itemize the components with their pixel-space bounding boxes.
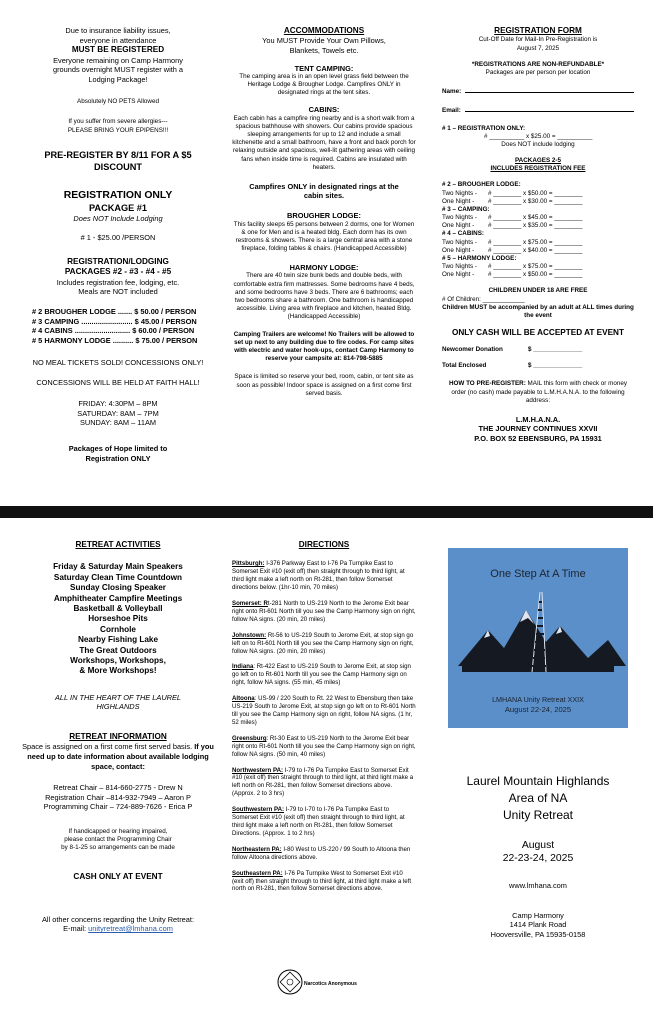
packages-sub: INCLUDES REGISTRATION FEE xyxy=(490,165,586,173)
newcomer-label: Newcomer Donation xyxy=(442,346,503,354)
activity-item: Friday & Saturday Main Speakers xyxy=(53,562,183,572)
must-register: MUST BE REGISTERED xyxy=(71,45,165,55)
activity-item: Sunday Closing Speaker xyxy=(69,583,166,593)
direction-text: I-376 Parkway East to I-76 Pa Turnpike East to Somerset Exit #10 (exit off) then straight through to third light, at third light make a left north on Rt-281, then follow Somerset directions below. (1hr-10 min, 70 miles) xyxy=(232,560,405,592)
email-line[interactable] xyxy=(465,104,634,112)
tent-text: The camping area is in an open level grass field between the Heritage Lodge & Brougher Lodge. Campfires ONLY in designated rings at the tent sites. xyxy=(239,73,409,97)
package-price-row[interactable] xyxy=(442,190,634,198)
intro-line: everyone in attendance xyxy=(79,35,157,45)
provide-line: Blankets, Towels etc. xyxy=(289,46,359,55)
direction-origin: Pittsburgh: xyxy=(232,560,265,568)
price-calc[interactable]: # ________ x $35.00 = ________ xyxy=(488,222,583,230)
accommodations-title: ACCOMMODATIONS xyxy=(283,26,365,35)
price-calc[interactable]: # ________ x $75.00 = ________ xyxy=(488,238,583,246)
direction-text: : US-99 / 220 South to Rt. 22 West to Ebensburg then take US-219 South to Jerome Exit, at stop sign go left on to Rt-601 North till you see the Camp Harmony sign on right, follow NA signs. (1 hr, 52 miles) xyxy=(232,695,416,726)
cutoff-line: August 7, 2025 xyxy=(516,44,560,52)
nights-label: Two Nights - xyxy=(442,214,477,222)
num-children[interactable]: # Of Children: ____________ xyxy=(442,295,525,303)
total-amount[interactable]: $ ______________ xyxy=(528,362,583,370)
direction-text: I-79 to I-70 to I-76 Pa Turnpike East to Somerset Exit #10 (exit off) then straight through to third light, at third light make a left north on Rt-281, then follow Somerset Directions. (Approx. 1 to 2 hrs) xyxy=(232,806,405,837)
hours-line: SATURDAY: 8AM – 7PM xyxy=(77,408,159,418)
direction-origin: Johnstown: xyxy=(232,631,267,639)
no-pets: Absolutely NO PETS Allowed xyxy=(77,98,159,106)
org-name-line: Laurel Mountain Highlands xyxy=(466,774,610,788)
newcomer-row[interactable] xyxy=(442,346,634,354)
nights-label: Two Nights - xyxy=(442,263,477,271)
direction-item xyxy=(232,846,416,862)
lodge-price-item: # 5 HARMONY LODGE .......... $ 75.00 / PERSON xyxy=(32,336,198,346)
packages-2-5: PACKAGES #2 - #3 - #4 - #5 xyxy=(64,267,172,277)
event-dates: 22-23-24, 2025 xyxy=(502,853,574,864)
website[interactable]: www.lmhana.com xyxy=(509,881,567,890)
cover-subtitle: LMHANA Unity Retreat XXIX xyxy=(492,695,584,704)
meals: Meals are NOT included xyxy=(78,287,158,297)
hope-line: Packages of Hope limited to xyxy=(68,444,168,453)
page-divider xyxy=(0,506,653,518)
package-price-row[interactable] xyxy=(442,263,634,271)
activity-item: Horseshoe Pits xyxy=(88,614,148,624)
intro-line: Due to insurance liability issues, xyxy=(65,26,171,35)
na-logo-icon xyxy=(276,968,364,996)
name-line[interactable] xyxy=(465,85,634,93)
package-group-title: # 5 – HARMONY LODGE: xyxy=(442,254,517,262)
address-line: P.O. BOX 52 EBENSBURG, PA 15931 xyxy=(474,433,602,443)
email-link[interactable]: unityretreat@lmhana.com xyxy=(88,924,173,934)
cash-only-event: CASH ONLY AT EVENT xyxy=(73,872,163,882)
direction-origin: Altoona xyxy=(232,695,255,703)
package-group-title: # 2 – BROUGHER LODGE: xyxy=(442,181,521,189)
direction-text: Rt-56 to US-219 South to Jerome Exit, at stop sign go left on to Rt-601 North till you see the Camp Harmony sign on right, follow NA signs. (20 min, 20 miles) xyxy=(232,631,414,655)
panel-registration-form xyxy=(442,26,634,534)
provide-line: You MUST Provide Your Own Pillows, xyxy=(262,36,386,46)
info-a: Space is assigned on a first come first served basis. xyxy=(22,742,193,752)
cash-only: ONLY CASH WILL BE ACCEPTED AT EVENT xyxy=(452,327,624,337)
direction-item xyxy=(232,600,416,624)
children-free: CHILDREN UNDER 18 ARE FREE xyxy=(488,287,588,295)
cabins-text: Each cabin has a campfire ring nearby and is a short walk from a spacious bathhouse with showers. Our cabins provide spacious sleeping arrangements for up to 12 and include a small kitchenette and a small bathroom, have a front and back porch for relaxing outside and spacious, well-lit gathering areas with ceiling fans when inside time is required. Cabins are insulated with heaters. xyxy=(232,115,416,171)
package-price-row[interactable] xyxy=(442,247,634,255)
contact-line: Programming Chair – 724-889-7626 - Erica P xyxy=(43,802,193,812)
direction-origin: Somerset: R xyxy=(232,600,268,608)
name-label: Name: xyxy=(442,87,462,95)
cover-image xyxy=(448,548,628,728)
children-adult: Children MUST be accompanied by an adult at ALL times during the event xyxy=(442,303,634,319)
cabins-title: CABINS: xyxy=(308,105,340,115)
tent-title: TENT CAMPING: xyxy=(294,63,354,73)
price-calc[interactable]: # ________ x $50.00 = ________ xyxy=(488,189,583,197)
direction-item xyxy=(232,632,416,656)
reg-note: Does NOT include lodging xyxy=(501,141,575,149)
venue-line: 1414 Plank Road xyxy=(509,920,567,930)
overnight-line: grounds overnight MUST register with a xyxy=(52,65,184,75)
campfires-line: Campfires ONLY in designated rings at the xyxy=(249,181,399,191)
package1: PACKAGE #1 xyxy=(88,202,148,213)
lodge-price-item: # 4 CABINS ........................... $ 60.00 / PERSON xyxy=(32,326,195,336)
direction-origin: Indiana xyxy=(232,663,254,671)
event-month: August xyxy=(521,840,555,851)
price-calc[interactable]: # ________ x $75.00 = ________ xyxy=(488,263,583,271)
no-lodging: Does NOT Include Lodging xyxy=(73,213,163,223)
email-label: E-mail: xyxy=(63,924,87,934)
email-field[interactable] xyxy=(442,104,634,115)
panel-accommodations xyxy=(232,26,416,534)
direction-item xyxy=(232,806,416,838)
email-label: Email: xyxy=(442,106,461,114)
includes: Includes registration fee, lodging, etc. xyxy=(56,277,180,287)
package-group-title: # 4 – CABINS: xyxy=(442,230,484,238)
reg-calc[interactable]: # __________ x $25.00 = __________ xyxy=(484,133,593,141)
logo-text: Narcotics Anonymous xyxy=(304,981,357,987)
direction-text: I-80 West to US-220 / 99 South to Altoona then follow Altoona directions above. xyxy=(232,845,411,861)
package-price-row[interactable] xyxy=(442,239,634,247)
nights-label: Two Nights - xyxy=(442,189,477,197)
handicap-line: If handicapped or hearing impaired, xyxy=(68,828,168,836)
info-b: If you need up to date information about available lodging space, contact: xyxy=(27,742,214,771)
reg-only-title: REGISTRATION ONLY xyxy=(63,189,173,201)
info-title: RETREAT INFORMATION xyxy=(69,732,167,742)
activity-item: Nearby Fishing Lake xyxy=(77,635,159,645)
hours-line: SUNDAY: 8AM – 11AM xyxy=(79,418,157,428)
activity-item: Amphitheater Campfire Meetings xyxy=(53,593,183,603)
preregister-line: PRE-REGISTER BY 8/11 FOR A $5 xyxy=(44,149,192,160)
brougher-title: BROUGHER LODGE: xyxy=(287,210,361,220)
lodge-price-item: # 2 BROUGHER LODGE ....... $ 50.00 / PERSON xyxy=(32,306,197,316)
activity-item: Saturday Clean Time Countdown xyxy=(53,572,183,582)
direction-text: I-76 Pa Turnpike West to Somerset Exit #10 (exit off) then straight through to third light, at third light make a left north on Rt-281, then follow Somerset directions above. xyxy=(232,869,412,893)
handicap-line: by 8-1-25 so arrangements can be made xyxy=(61,844,175,852)
lodge-price-item: # 3 CAMPING ......................... $ 45.00 / PERSON xyxy=(32,316,197,326)
nights-label: One Night - xyxy=(442,246,475,254)
brougher-text: This facility sleeps 65 persons between 2 dorms, one for Women & one for Men and is a heated bldg. Each dorm has its own restrooms & showers. There is a large central area with a stone fireplace, folding tables & chairs. (Handicapped Accessible) xyxy=(233,220,415,252)
panel-directions xyxy=(232,540,416,901)
info-text xyxy=(18,742,218,771)
non-refundable: *REGISTRATIONS ARE NON-REFUNDABLE* xyxy=(471,60,605,68)
activities-list xyxy=(18,562,218,676)
reg-lodging-title: REGISTRATION/LODGING xyxy=(67,256,169,266)
handicap-line: please contact the Programming Chair xyxy=(64,836,172,844)
activity-item: Workshops, Workshops, xyxy=(70,656,166,666)
price-calc[interactable]: # ________ x $40.00 = ________ xyxy=(488,246,583,254)
direction-item xyxy=(232,560,416,592)
nights-label: One Night - xyxy=(442,222,475,230)
directions-title: DIRECTIONS xyxy=(298,540,350,549)
total-row[interactable] xyxy=(442,362,634,370)
nights-label: Two Nights - xyxy=(442,238,477,246)
per-person: Packages are per person per location xyxy=(485,68,591,76)
price-calc[interactable]: # ________ x $30.00 = ________ xyxy=(488,197,583,205)
form-title: REGISTRATION FORM xyxy=(494,26,582,35)
harmony-text: There are 40 twin size bunk beds and double beds, with comfortable extra firm mattresses. Some bedrooms have 4 beds, and some bedrooms have 3 beds. There are 6 bathrooms; each two bedrooms share a bathroom. One bathroom is handicapped accessible. Living area with fireplace and kitchen, heated Bldg. (Handicapped Accessible) xyxy=(233,272,415,320)
direction-origin: Greensburg xyxy=(232,734,267,742)
package-groups xyxy=(442,181,634,279)
package1-price: # 1 - $25.00 /PERSON xyxy=(80,233,156,243)
direction-origin: Southeastern PA: xyxy=(232,869,283,877)
reg-only-label: # 1 – REGISTRATION ONLY: xyxy=(442,124,526,132)
contact-line: Retreat Chair – 814-660-2775 - Drew N xyxy=(53,783,183,793)
directions-list xyxy=(232,560,416,893)
heart-line: ALL IN THE HEART OF THE LAUREL xyxy=(54,692,182,702)
package-price-row[interactable] xyxy=(442,214,634,222)
panel-registration-info xyxy=(18,26,218,534)
newcomer-amount[interactable]: $ ______________ xyxy=(528,346,583,354)
direction-item xyxy=(232,870,416,894)
direction-origin: Northwestern PA: xyxy=(232,766,284,774)
direction-text: I-79 to I-76 Pa Turnpike East to Somerset Exit #10 (exit off) then straight through to third light, at third light make a left north on Rt-281, then follow Somerset directions above. (Approx. 2 to 3 hrs) xyxy=(232,766,414,798)
cover-date: August 22-24, 2025 xyxy=(504,705,572,714)
activity-item: & More Workshops! xyxy=(79,666,157,676)
nights-label: One Night - xyxy=(442,197,475,205)
nights-label: One Night - xyxy=(442,271,475,279)
activity-item: The Great Outdoors xyxy=(79,645,157,655)
direction-item xyxy=(232,767,416,799)
direction-item xyxy=(232,695,416,727)
activities-title: RETREAT ACTIVITIES xyxy=(75,540,161,549)
panel-cover xyxy=(442,540,634,939)
hope-line: Registration ONLY xyxy=(85,453,151,463)
package-price-row[interactable] xyxy=(442,271,634,279)
email-row xyxy=(18,924,218,934)
concessions: CONCESSIONS WILL BE HELD AT FAITH HALL! xyxy=(36,377,200,387)
allergies-line: If you suffer from severe allergies--- xyxy=(68,118,168,126)
package-group-title: # 3 – CAMPING: xyxy=(442,205,490,213)
package-price-row[interactable] xyxy=(442,222,634,230)
price-calc[interactable]: # ________ x $50.00 = ________ xyxy=(488,271,583,279)
packages-title: PACKAGES 2-5 xyxy=(514,157,562,165)
how-title: HOW TO PRE-REGISTER: xyxy=(448,380,526,388)
activity-item: Basketball & Volleyball xyxy=(73,604,163,614)
venue-line: Camp Harmony xyxy=(512,910,564,920)
direction-text: : Rt-30 East to US-219 North to the Jerome Exit bear right onto Rt-601 North till you see the Camp Harmony sign on right, follow NA signs. (50 min, 40 miles) xyxy=(232,734,416,758)
concerns: All other concerns regarding the Unity Retreat: xyxy=(42,914,194,924)
org-name-line: Unity Retreat xyxy=(502,808,574,822)
direction-item xyxy=(232,663,416,687)
panel-activities xyxy=(18,540,218,934)
harmony-title: HARMONY LODGE: xyxy=(289,262,359,272)
allergies-line: PLEASE BRING YOUR EPIPENS!!! xyxy=(67,126,169,134)
heart-line: HIGHLANDS xyxy=(96,702,140,712)
lodge-price-list xyxy=(18,307,218,346)
how-to xyxy=(442,380,634,404)
direction-origin: Northeastern PA: xyxy=(232,845,282,853)
how-text: MAIL this form with check or money order (no cash) made payable to L.M.H.A.N.A. to the following address: xyxy=(451,380,628,404)
contact-line: Registration Chair –814-932-7949 – Aaron P xyxy=(45,792,191,802)
name-field[interactable] xyxy=(442,85,634,96)
campfires-line: cabin sites. xyxy=(303,191,345,201)
address-line: THE JOURNEY CONTINUES XXVII xyxy=(478,424,598,434)
total-label: Total Enclosed xyxy=(442,362,487,370)
no-meal-tickets: NO MEAL TICKETS SOLD! CONCESSIONS ONLY! xyxy=(32,358,204,368)
overnight-line: Lodging Package! xyxy=(88,74,148,84)
preregister-line: DISCOUNT xyxy=(94,161,142,172)
activity-item: Cornhole xyxy=(100,624,136,634)
venue-line: Hooversville, PA 15935-0158 xyxy=(490,929,586,939)
direction-text: : Rt-422 East to US-219 South to Jerome Exit, at stop sign go left on to Rt-601 North till you see the Camp Harmony sign on right, follow NA signs. (55 min, 45 miles) xyxy=(232,663,411,687)
cutoff-line: Cut-Off Date for Mail-In Pre-Registration is xyxy=(478,36,598,44)
direction-item xyxy=(232,735,416,759)
trailers-note: Camping Trailers are welcome! No Trailers will be allowed to set up next to any building due to fire codes. For camp sites with electric and water hook-ups, contact Camp Harmony to reserve your campsite at: 814-798-5885 xyxy=(233,331,415,363)
cover-title: One Step At A Time xyxy=(490,568,586,580)
direction-text: t-281 North to US-219 North to the Jerome Exit bear right onto Rt-601 North till you see the Camp Harmony sign on right, follow NA signs. (20 min, 20 miles) xyxy=(232,600,416,623)
package-price-row[interactable] xyxy=(442,198,634,206)
overnight-line: Everyone remaining on Camp Harmony xyxy=(53,55,183,65)
org-name-line: Area of NA xyxy=(508,791,568,805)
direction-origin: Southwestern PA: xyxy=(232,806,285,814)
space-note: Space is limited so reserve your bed, room, cabin, or tent site as soon as possible! Indoor space is assigned on a first come first served basis. xyxy=(234,373,414,397)
hours-line: FRIDAY: 4:30PM – 8PM xyxy=(78,399,158,409)
address-line: L.M.H.A.N.A. xyxy=(515,414,561,424)
price-calc[interactable]: # ________ x $45.00 = ________ xyxy=(488,214,583,222)
